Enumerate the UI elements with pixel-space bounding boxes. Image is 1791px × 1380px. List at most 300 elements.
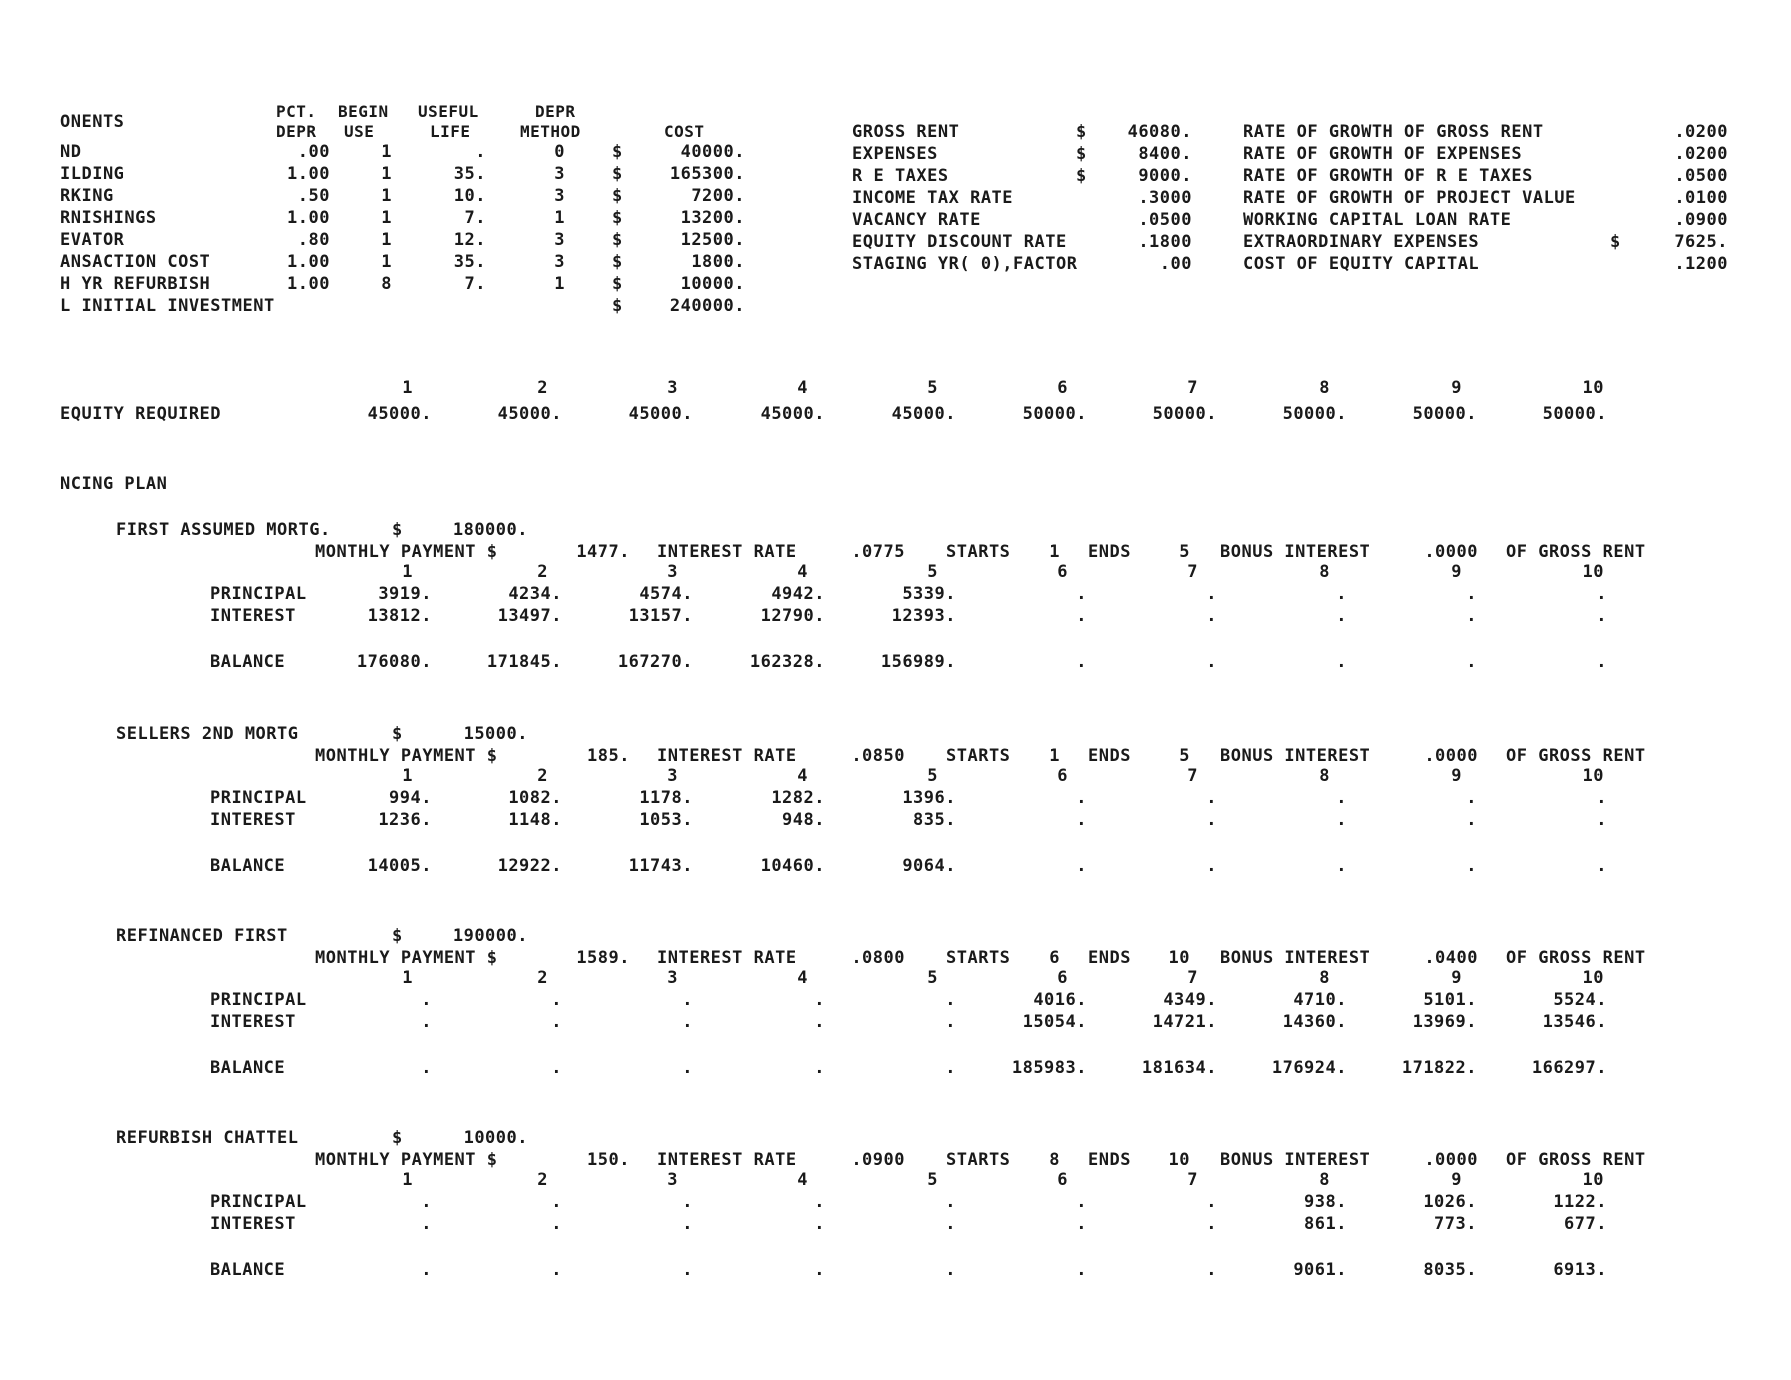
loan-interest-value: . [1206, 606, 1217, 626]
loan-interest-value: . [551, 1214, 562, 1234]
loan-principal-label: PRINCIPAL [210, 990, 307, 1010]
year-header: 4 [797, 378, 808, 398]
component-useful-life: 35. [453, 252, 486, 272]
header-cost: COST [664, 122, 705, 141]
loan-rate-label: INTEREST RATE [657, 948, 797, 968]
loan-starts-label: STARTS [946, 1150, 1011, 1170]
loan-year-header: 8 [1319, 766, 1330, 786]
loan-principal-label: PRINCIPAL [210, 788, 307, 808]
loan-year-header: 7 [1187, 1170, 1198, 1190]
loan-principal-value: . [551, 990, 562, 1010]
loan-year-header: 9 [1451, 968, 1462, 988]
loan-balance-value: 171845. [486, 652, 562, 672]
loan-principal-value: . [1466, 788, 1477, 808]
loan-starts-label: STARTS [946, 948, 1011, 968]
loan-year-header: 4 [797, 766, 808, 786]
loan-bonus-label: BONUS INTEREST [1220, 746, 1371, 766]
loan-balance-value: 156989. [880, 652, 956, 672]
loan-interest-value: 13546. [1542, 1012, 1607, 1032]
component-depr-method: 3 [554, 164, 565, 184]
loan-balance-label: BALANCE [210, 1058, 286, 1078]
loan-starts: 1 [1049, 746, 1060, 766]
loan-interest-value: . [1076, 606, 1087, 626]
loan-currency: $ [392, 926, 403, 946]
component-cost: 165300. [669, 164, 745, 184]
component-useful-life: 7. [464, 274, 486, 294]
growth-param-label: RATE OF GROWTH OF PROJECT VALUE [1243, 188, 1576, 208]
loan-interest-value: . [814, 1214, 825, 1234]
loan-year-header: 7 [1187, 562, 1198, 582]
loan-year-header: 6 [1057, 562, 1068, 582]
growth-param-value: .0200 [1674, 122, 1728, 142]
loan-year-header: 8 [1319, 1170, 1330, 1190]
loan-payment: 1589. [576, 948, 630, 968]
growth-param-value: .0500 [1674, 166, 1728, 186]
loan-payment-label: MONTHLY PAYMENT $ [315, 1150, 498, 1170]
loan-balance-value: . [682, 1260, 693, 1280]
loan-ends-label: ENDS [1088, 1150, 1131, 1170]
loan-balance-value: . [421, 1260, 432, 1280]
growth-param-value: .0100 [1674, 188, 1728, 208]
loan-year-header: 2 [537, 562, 548, 582]
loan-balance-value: 14005. [367, 856, 432, 876]
header-pct-depr-2: DEPR [276, 122, 317, 141]
loan-interest-value: 773. [1434, 1214, 1477, 1234]
equity-required-value: 50000. [1542, 404, 1607, 424]
loan-principal-label: PRINCIPAL [210, 584, 307, 604]
loan-interest-value: 13969. [1412, 1012, 1477, 1032]
loan-starts: 6 [1049, 948, 1060, 968]
loan-interest-value: 835. [913, 810, 956, 830]
financing-plan-title: NCING PLAN [60, 474, 168, 494]
component-name: RNISHINGS [60, 208, 157, 228]
header-pct-depr: PCT. [276, 102, 317, 121]
header-begin-use-2: USE [344, 122, 375, 141]
loan-starts: 1 [1049, 542, 1060, 562]
loan-amount: 190000. [452, 926, 528, 946]
loan-bonus-label: BONUS INTEREST [1220, 948, 1371, 968]
loan-currency: $ [392, 1128, 403, 1148]
header-depr-method: DEPR [535, 102, 576, 121]
loan-interest-value: 14360. [1282, 1012, 1347, 1032]
growth-param-value: .0900 [1674, 210, 1728, 230]
loan-bonus-label: BONUS INTEREST [1220, 542, 1371, 562]
loan-principal-value: 1178. [639, 788, 693, 808]
loan-interest-label: INTEREST [210, 1012, 296, 1032]
loan-interest-value: . [551, 1012, 562, 1032]
loan-interest-value: . [1466, 606, 1477, 626]
loan-interest-label: INTEREST [210, 606, 296, 626]
loan-year-header: 10 [1582, 766, 1604, 786]
loan-balance-value: . [1076, 1260, 1087, 1280]
component-currency: $ [612, 186, 623, 206]
loan-interest-value: . [1206, 810, 1217, 830]
loan-interest-value: 948. [782, 810, 825, 830]
loan-currency: $ [392, 724, 403, 744]
loan-principal-value: . [682, 990, 693, 1010]
loan-year-header: 6 [1057, 968, 1068, 988]
loan-principal-value: 1026. [1423, 1192, 1477, 1212]
component-useful-life: 35. [453, 164, 486, 184]
loan-principal-value: . [1076, 584, 1087, 604]
loan-principal-value: . [945, 1192, 956, 1212]
loan-year-header: 2 [537, 968, 548, 988]
equity-required-value: 50000. [1282, 404, 1347, 424]
loan-interest-value: . [1076, 1214, 1087, 1234]
component-begin-use: 1 [381, 186, 392, 206]
loan-principal-value: . [1206, 788, 1217, 808]
loan-bonus: .0000 [1424, 1150, 1478, 1170]
loan-balance-value: . [814, 1260, 825, 1280]
loan-interest-value: . [421, 1214, 432, 1234]
loan-payment-label: MONTHLY PAYMENT $ [315, 948, 498, 968]
loan-interest-value: 13157. [628, 606, 693, 626]
loan-bonus: .0000 [1424, 746, 1478, 766]
equity-required-value: 50000. [1022, 404, 1087, 424]
year-header: 3 [667, 378, 678, 398]
loan-principal-value: . [421, 1192, 432, 1212]
component-name: H YR REFURBISH [60, 274, 211, 294]
component-begin-use: 1 [381, 208, 392, 228]
loan-year-header: 10 [1582, 562, 1604, 582]
loan-principal-value: 4574. [639, 584, 693, 604]
loan-payment-label: MONTHLY PAYMENT $ [315, 746, 498, 766]
loan-balance-label: BALANCE [210, 652, 286, 672]
loan-year-header: 7 [1187, 766, 1198, 786]
loan-balance-value: . [1206, 856, 1217, 876]
component-name: ND [60, 142, 82, 162]
component-cost: 10000. [680, 274, 745, 294]
component-pct-depr: .00 [297, 142, 330, 162]
component-pct-depr: 1.00 [287, 274, 330, 294]
loan-year-header: 5 [927, 766, 938, 786]
component-currency: $ [612, 164, 623, 184]
loan-bonus: .0400 [1424, 948, 1478, 968]
loan-payment: 185. [587, 746, 630, 766]
loan-interest-value: . [1206, 1214, 1217, 1234]
loan-interest-label: INTEREST [210, 1214, 296, 1234]
loan-balance-value: . [682, 1058, 693, 1078]
component-useful-life: 12. [453, 230, 486, 250]
loan-bonus-label: BONUS INTEREST [1220, 1150, 1371, 1170]
rent-param-value: .3000 [1138, 188, 1192, 208]
loan-principal-value: 4349. [1163, 990, 1217, 1010]
rent-param-label: VACANCY RATE [852, 210, 981, 230]
loan-balance-value: 176080. [356, 652, 432, 672]
loan-ends-label: ENDS [1088, 542, 1131, 562]
component-pct-depr: 1.00 [287, 208, 330, 228]
loan-principal-value: 938. [1304, 1192, 1347, 1212]
loan-principal-label: PRINCIPAL [210, 1192, 307, 1212]
loan-year-header: 1 [402, 562, 413, 582]
growth-param-label: RATE OF GROWTH OF GROSS RENT [1243, 122, 1544, 142]
loan-year-header: 5 [927, 1170, 938, 1190]
loan-year-header: 2 [537, 1170, 548, 1190]
year-header: 6 [1057, 378, 1068, 398]
component-currency: $ [612, 252, 623, 272]
loan-rate-label: INTEREST RATE [657, 746, 797, 766]
header-begin-use: BEGIN [338, 102, 389, 121]
loan-principal-value: . [1206, 584, 1217, 604]
loan-balance-value: . [1596, 652, 1607, 672]
loan-year-header: 1 [402, 766, 413, 786]
loan-bonus-suffix: OF GROSS RENT [1506, 1150, 1646, 1170]
growth-param-value: .0200 [1674, 144, 1728, 164]
loan-currency: $ [392, 520, 403, 540]
loan-balance-value: 185983. [1011, 1058, 1087, 1078]
loan-balance-value: . [945, 1058, 956, 1078]
rent-param-value: 9000. [1138, 166, 1192, 186]
loan-interest-value: . [1596, 606, 1607, 626]
loan-principal-value: 4016. [1033, 990, 1087, 1010]
loan-balance-value: 167270. [617, 652, 693, 672]
loan-payment-label: MONTHLY PAYMENT $ [315, 542, 498, 562]
loan-balance-value: . [814, 1058, 825, 1078]
loan-year-header: 6 [1057, 1170, 1068, 1190]
loan-interest-value: . [814, 1012, 825, 1032]
loan-interest-value: 12790. [760, 606, 825, 626]
loan-year-header: 9 [1451, 766, 1462, 786]
loan-balance-value: . [1336, 856, 1347, 876]
loan-balance-value: 9061. [1293, 1260, 1347, 1280]
loan-name: REFINANCED FIRST [116, 926, 288, 946]
loan-principal-value: 994. [389, 788, 432, 808]
loan-interest-value: . [682, 1214, 693, 1234]
loan-principal-value: . [551, 1192, 562, 1212]
loan-principal-value: . [1076, 1192, 1087, 1212]
loan-balance-value: . [1466, 856, 1477, 876]
loan-balance-value: 171822. [1401, 1058, 1477, 1078]
loan-balance-value: 162328. [749, 652, 825, 672]
loan-year-header: 10 [1582, 1170, 1604, 1190]
component-currency: $ [612, 208, 623, 228]
rent-param-value: 46080. [1127, 122, 1192, 142]
loan-year-header: 4 [797, 968, 808, 988]
component-useful-life: 10. [453, 186, 486, 206]
loan-interest-value: . [945, 1012, 956, 1032]
equity-required-value: 45000. [497, 404, 562, 424]
loan-principal-value: . [1596, 788, 1607, 808]
component-useful-life: . [475, 142, 486, 162]
equity-required-value: 45000. [628, 404, 693, 424]
rent-param-value: .1800 [1138, 232, 1192, 252]
loan-ends-label: ENDS [1088, 746, 1131, 766]
header-useful-life: USEFUL [418, 102, 479, 121]
loan-year-header: 3 [667, 1170, 678, 1190]
growth-param-label: COST OF EQUITY CAPITAL [1243, 254, 1480, 274]
loan-balance-value: . [945, 1260, 956, 1280]
year-header: 9 [1451, 378, 1462, 398]
component-depr-method: 3 [554, 186, 565, 206]
rent-param-label: GROSS RENT [852, 122, 960, 142]
loan-amount: 10000. [463, 1128, 528, 1148]
loan-balance-value: . [1336, 652, 1347, 672]
loan-bonus: .0000 [1424, 542, 1478, 562]
loan-balance-value: . [551, 1058, 562, 1078]
total-investment-label: L INITIAL INVESTMENT [60, 296, 275, 316]
loan-balance-value: 181634. [1141, 1058, 1217, 1078]
component-currency: $ [612, 274, 623, 294]
loan-principal-value: 1122. [1553, 1192, 1607, 1212]
loan-principal-value: . [814, 990, 825, 1010]
rent-param-label: STAGING YR( 0),FACTOR [852, 254, 1078, 274]
loan-payment: 1477. [576, 542, 630, 562]
loan-balance-label: BALANCE [210, 856, 286, 876]
loan-interest-value: . [1336, 810, 1347, 830]
component-cost: 12500. [680, 230, 745, 250]
loan-principal-value: . [1206, 1192, 1217, 1212]
year-header: 1 [402, 378, 413, 398]
loan-payment: 150. [587, 1150, 630, 1170]
component-depr-method: 1 [554, 208, 565, 228]
loan-principal-value: 4234. [508, 584, 562, 604]
loan-principal-value: 5101. [1423, 990, 1477, 1010]
growth-param-label: RATE OF GROWTH OF R E TAXES [1243, 166, 1533, 186]
component-cost: 40000. [680, 142, 745, 162]
loan-year-header: 7 [1187, 968, 1198, 988]
loan-ends-label: ENDS [1088, 948, 1131, 968]
loan-year-header: 3 [667, 968, 678, 988]
growth-param-value: 7625. [1674, 232, 1728, 252]
loan-year-header: 4 [797, 1170, 808, 1190]
loan-interest-value: 1148. [508, 810, 562, 830]
loan-starts: 8 [1049, 1150, 1060, 1170]
header-useful-life-2: LIFE [430, 122, 471, 141]
year-header: 10 [1582, 378, 1604, 398]
component-cost: 13200. [680, 208, 745, 228]
rent-param-label: R E TAXES [852, 166, 949, 186]
loan-ends: 10 [1168, 1150, 1190, 1170]
rent-param-currency: $ [1076, 166, 1087, 186]
loan-balance-value: . [1076, 856, 1087, 876]
growth-param-value: .1200 [1674, 254, 1728, 274]
loan-principal-value: . [682, 1192, 693, 1212]
loan-balance-value: . [551, 1260, 562, 1280]
loan-principal-value: . [814, 1192, 825, 1212]
loan-ends: 5 [1179, 542, 1190, 562]
loan-balance-value: . [1466, 652, 1477, 672]
component-name: EVATOR [60, 230, 125, 250]
component-cost: 7200. [691, 186, 745, 206]
loan-principal-value: 1282. [771, 788, 825, 808]
loan-ends: 10 [1168, 948, 1190, 968]
equity-required-value: 50000. [1412, 404, 1477, 424]
loan-year-header: 10 [1582, 968, 1604, 988]
loan-principal-value: . [1466, 584, 1477, 604]
component-depr-method: 3 [554, 252, 565, 272]
loan-year-header: 9 [1451, 1170, 1462, 1190]
rent-param-currency: $ [1076, 144, 1087, 164]
loan-name: SELLERS 2ND MORTG [116, 724, 299, 744]
loan-interest-value: . [1336, 606, 1347, 626]
loan-principal-value: 1082. [508, 788, 562, 808]
loan-principal-value: 4710. [1293, 990, 1347, 1010]
component-name: ILDING [60, 164, 125, 184]
loan-amount: 180000. [452, 520, 528, 540]
loan-bonus-suffix: OF GROSS RENT [1506, 746, 1646, 766]
rent-param-value: .00 [1159, 254, 1192, 274]
loan-principal-value: 5339. [902, 584, 956, 604]
loan-interest-value: 12393. [891, 606, 956, 626]
growth-param-label: EXTRAORDINARY EXPENSES [1243, 232, 1480, 252]
loan-ends: 5 [1179, 746, 1190, 766]
loan-rate: .0775 [851, 542, 905, 562]
loan-balance-value: 176924. [1271, 1058, 1347, 1078]
rent-param-value: 8400. [1138, 144, 1192, 164]
loan-balance-value: . [1206, 1260, 1217, 1280]
loan-balance-value: 8035. [1423, 1260, 1477, 1280]
equity-required-value: 45000. [760, 404, 825, 424]
loan-interest-value: 1236. [378, 810, 432, 830]
loan-year-header: 1 [402, 1170, 413, 1190]
loan-year-header: 9 [1451, 562, 1462, 582]
loan-balance-value: . [421, 1058, 432, 1078]
component-pct-depr: .80 [297, 230, 330, 250]
loan-interest-value: 13497. [497, 606, 562, 626]
loan-principal-value: 1396. [902, 788, 956, 808]
loan-interest-value: 13812. [367, 606, 432, 626]
loan-year-header: 5 [927, 562, 938, 582]
loan-interest-label: INTEREST [210, 810, 296, 830]
component-currency: $ [612, 142, 623, 162]
loan-principal-value: . [1076, 788, 1087, 808]
loan-name: REFURBISH CHATTEL [116, 1128, 299, 1148]
component-depr-method: 3 [554, 230, 565, 250]
loan-principal-value: . [421, 990, 432, 1010]
rent-param-label: EQUITY DISCOUNT RATE [852, 232, 1067, 252]
growth-param-label: RATE OF GROWTH OF EXPENSES [1243, 144, 1523, 164]
loan-interest-value: . [1076, 810, 1087, 830]
growth-param-currency: $ [1610, 232, 1621, 252]
component-useful-life: 7. [464, 208, 486, 228]
rent-param-label: INCOME TAX RATE [852, 188, 1014, 208]
loan-year-header: 6 [1057, 766, 1068, 786]
loan-year-header: 8 [1319, 562, 1330, 582]
loan-principal-value: . [1596, 584, 1607, 604]
loan-name: FIRST ASSUMED MORTG. [116, 520, 331, 540]
year-header: 2 [537, 378, 548, 398]
loan-principal-value: 5524. [1553, 990, 1607, 1010]
components-title: ONENTS [60, 112, 125, 132]
loan-balance-value: 10460. [760, 856, 825, 876]
loan-year-header: 3 [667, 562, 678, 582]
loan-interest-value: . [1596, 810, 1607, 830]
loan-interest-value: . [421, 1012, 432, 1032]
header-depr-method-2: METHOD [520, 122, 581, 141]
year-header: 5 [927, 378, 938, 398]
year-header: 7 [1187, 378, 1198, 398]
loan-year-header: 2 [537, 766, 548, 786]
loan-balance-value: . [1076, 652, 1087, 672]
rent-param-currency: $ [1076, 122, 1087, 142]
loan-principal-value: . [1336, 584, 1347, 604]
loan-year-header: 4 [797, 562, 808, 582]
loan-balance-value: 6913. [1553, 1260, 1607, 1280]
growth-param-label: WORKING CAPITAL LOAN RATE [1243, 210, 1512, 230]
component-begin-use: 1 [381, 142, 392, 162]
component-depr-method: 0 [554, 142, 565, 162]
loan-rate: .0800 [851, 948, 905, 968]
component-currency: $ [612, 230, 623, 250]
loan-interest-value: 14721. [1152, 1012, 1217, 1032]
component-pct-depr: 1.00 [287, 164, 330, 184]
loan-balance-value: 166297. [1531, 1058, 1607, 1078]
rent-param-value: .0500 [1138, 210, 1192, 230]
loan-year-header: 8 [1319, 968, 1330, 988]
loan-interest-value: . [945, 1214, 956, 1234]
loan-principal-value: 4942. [771, 584, 825, 604]
component-depr-method: 1 [554, 274, 565, 294]
